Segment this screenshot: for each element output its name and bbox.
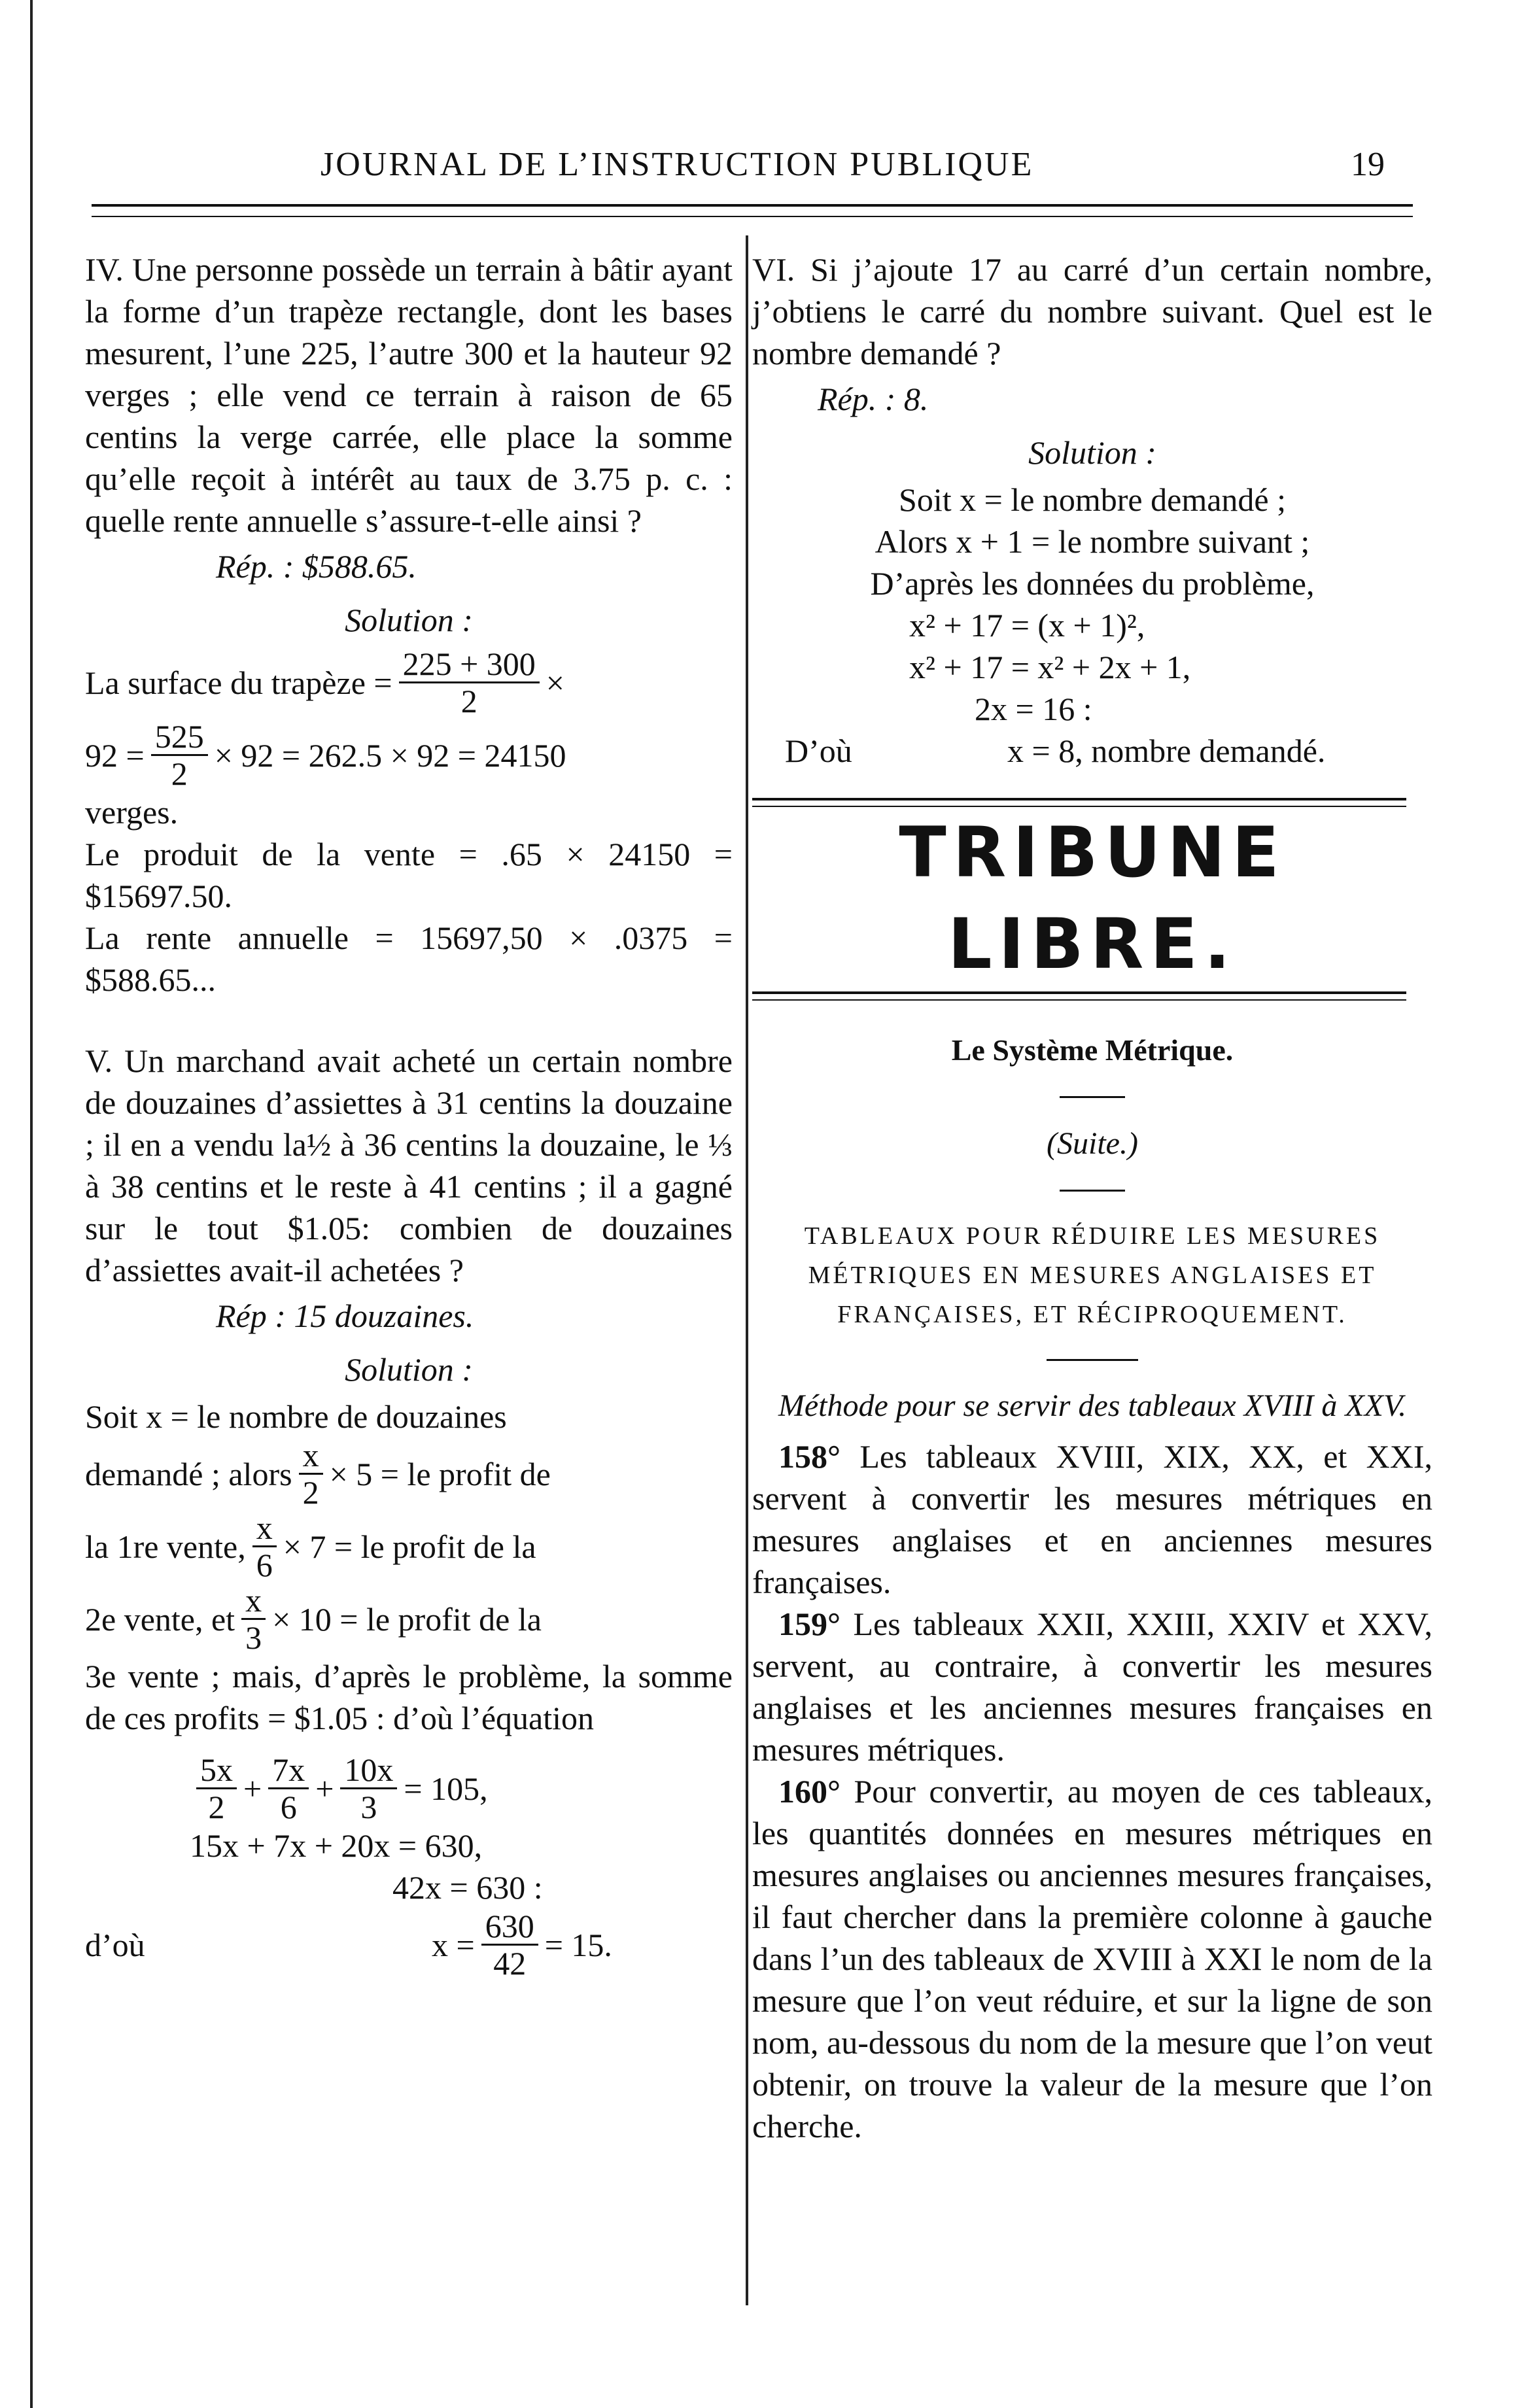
denominator: 2 bbox=[302, 1474, 319, 1511]
section-banner: TRIBUNE LIBRE. bbox=[899, 812, 1286, 984]
numerator: 225 + 300 bbox=[399, 646, 540, 683]
paragraph-text: Pour convertir, au moyen de ces tableaux, les quantités données en mesures métriques en mesures anglaises ou anciennes mesures françaises, il faut chercher dans la première colonne à gauche dans l’un des tableaux de XVIII à XXI le nom de la mesure que l’on veut réduire, et sur la ligne de son nom, au-dessous du nom de la mesure que l’on veut obtenir, on trouve la valeur de la mesure que l’on cherche. bbox=[752, 1773, 1432, 2144]
text: D’où bbox=[785, 732, 852, 769]
denominator: 42 bbox=[493, 1945, 527, 1982]
denominator: 6 bbox=[280, 1789, 297, 1825]
paragraph-number: 160° bbox=[778, 1773, 841, 1810]
numerator: x bbox=[299, 1437, 323, 1475]
text: x = 8, nombre demandé. bbox=[1007, 732, 1326, 769]
numerator: x bbox=[241, 1583, 266, 1620]
solution-v-line-3 bbox=[85, 1510, 733, 1583]
denominator: 2 bbox=[460, 683, 477, 719]
fraction bbox=[340, 1752, 397, 1825]
denominator: 2 bbox=[171, 755, 188, 792]
equation-4 bbox=[85, 1908, 733, 1981]
solution-v-line-4 bbox=[85, 1583, 733, 1655]
page-edge-mark bbox=[30, 2328, 33, 2381]
fraction bbox=[241, 1583, 266, 1655]
solution-vi-line-2: Alors x + 1 = le nombre suivant ; bbox=[875, 523, 1310, 560]
text: la 1re vente, bbox=[85, 1528, 246, 1565]
paragraph-159 bbox=[752, 1603, 1432, 1770]
column-divider bbox=[746, 235, 748, 2305]
paragraph-158 bbox=[752, 1436, 1432, 1603]
section-rule bbox=[752, 991, 1406, 994]
plus-sign: + bbox=[315, 1770, 334, 1807]
text: × 5 = le profit de bbox=[329, 1455, 551, 1492]
journal-title: JOURNAL DE L’INSTRUCTION PUBLIQUE bbox=[321, 146, 1034, 183]
continued-note: (Suite.) bbox=[1047, 1126, 1138, 1161]
plus-sign: + bbox=[243, 1770, 262, 1807]
running-header bbox=[0, 145, 1526, 191]
paragraph-text: Les tableaux XXII, XXIII, XXIV et XXV, servent, au contraire, à convertir les mesures anglaises et les anciennes mesures françaises en mesures métriques. bbox=[752, 1606, 1433, 1768]
text: × 7 = le profit de la bbox=[283, 1528, 536, 1565]
solution-heading-v: Solution : bbox=[345, 1351, 473, 1388]
denominator: 3 bbox=[245, 1619, 262, 1656]
fraction bbox=[399, 646, 540, 719]
paragraph-number: 158° bbox=[778, 1438, 841, 1475]
solution-vi-line-7 bbox=[752, 730, 1432, 772]
solution-vi-line-4: x² + 17 = (x + 1)², bbox=[909, 607, 1145, 644]
fraction bbox=[252, 1510, 277, 1583]
answer-vi: Rép. : 8. bbox=[818, 381, 929, 417]
solution-v-line-2 bbox=[85, 1437, 733, 1510]
solution-vi-line-6: 2x = 16 : bbox=[975, 691, 1092, 727]
header-rule-thin bbox=[92, 216, 1413, 217]
page-edge-line bbox=[30, 0, 33, 2408]
equation-3: 42x = 630 : bbox=[392, 1869, 543, 1906]
text: 2e vente, et bbox=[85, 1600, 235, 1638]
page-number: 19 bbox=[1351, 146, 1385, 183]
text: x = bbox=[432, 1926, 475, 1963]
solution-iv-line-2 bbox=[85, 719, 733, 791]
equation-1 bbox=[85, 1752, 733, 1825]
numerator: 525 bbox=[151, 719, 208, 756]
text: La surface du trapèze = bbox=[85, 664, 392, 701]
tables-heading: TABLEAUX POUR RÉDUIRE LES MESURES MÉTRIQUES EN MESURES ANGLAISES ET FRANÇAISES, ET RÉCIPROQUEMENT. bbox=[804, 1222, 1381, 1328]
separator-dash bbox=[1060, 1190, 1125, 1192]
solution-iv-line-1 bbox=[85, 646, 733, 719]
problem-iv: IV. Une personne possède un terrain à bâtir ayant la forme d’un trapèze rectangle, dont les bases mesurent, l’une 225, l’autre 300 et la hauteur 92 verges ; elle vend ce terrain à raison de 65 centins la verge carrée, elle place la somme qu’elle reçoit à intérêt au taux de 3.75 p. c. : quelle rente annuelle s’assure-t-elle ainsi ? bbox=[85, 251, 733, 539]
fraction bbox=[151, 719, 208, 791]
numerator: x bbox=[252, 1510, 277, 1547]
section-rule-thin bbox=[752, 806, 1406, 807]
solution-iv-line-3: verges. bbox=[85, 794, 179, 831]
denominator: 6 bbox=[256, 1547, 273, 1583]
numerator: 10x bbox=[340, 1752, 397, 1789]
fraction bbox=[481, 1908, 538, 1981]
answer-iv: Rép. : $588.65. bbox=[216, 548, 417, 585]
solution-v-line-1: Soit x = le nombre de douzaines bbox=[85, 1398, 507, 1435]
solution-heading-iv: Solution : bbox=[345, 602, 473, 638]
fraction bbox=[299, 1437, 323, 1510]
numerator: 5x bbox=[196, 1752, 237, 1789]
solution-vi-line-5: x² + 17 = x² + 2x + 1, bbox=[909, 649, 1191, 685]
right-column bbox=[752, 249, 1432, 2147]
solution-heading-vi: Solution : bbox=[1028, 434, 1156, 471]
numerator: 630 bbox=[481, 1908, 538, 1946]
separator-dash bbox=[1047, 1359, 1138, 1361]
article-title: Le Système Métrique. bbox=[951, 1033, 1234, 1067]
left-column bbox=[85, 249, 733, 1981]
fraction bbox=[268, 1752, 309, 1825]
paragraph-text: Les tableaux XVIII, XIX, XX, et XXI, servent à convertir les mesures métriques en mesures anglaises et en anciennes mesures françaises. bbox=[752, 1438, 1432, 1600]
section-rule bbox=[752, 798, 1406, 800]
text: d’où bbox=[85, 1926, 145, 1963]
fraction bbox=[196, 1752, 237, 1825]
spacer bbox=[85, 1001, 733, 1040]
text: × 92 = 262.5 × 92 = 24150 bbox=[214, 736, 566, 774]
text: = 15. bbox=[544, 1926, 612, 1963]
separator-dash bbox=[1060, 1096, 1125, 1098]
problem-v: V. Un marchand avait acheté un certain nombre de douzaines d’assiettes à 31 centins la douzaine ; il en a vendu la½ à 36 centins la douzaine, le ⅓ à 38 centins et le reste à 41 centins ; il a gagné sur le tout $1.05: combien de douzaines d’assiettes avait-il achetées ? bbox=[85, 1042, 733, 1288]
problem-vi: VI. Si j’ajoute 17 au carré d’un certain nombre, j’obtiens le carré du nombre suivant. Quel est le nombre demandé ? bbox=[752, 251, 1432, 371]
text: × 10 = le profit de la bbox=[272, 1600, 542, 1638]
numerator: 7x bbox=[268, 1752, 309, 1789]
paragraph-160 bbox=[752, 1770, 1432, 2147]
text: = 105, bbox=[404, 1770, 488, 1807]
equation-2: 15x + 7x + 20x = 630, bbox=[190, 1827, 483, 1864]
denominator: 3 bbox=[360, 1789, 377, 1825]
solution-iv-line-5: La rente annuelle = 15697,50 × .0375 = $588.65... bbox=[85, 920, 733, 998]
header-rule bbox=[92, 204, 1413, 207]
solution-vi-line-3: D’après les données du problème, bbox=[870, 565, 1315, 602]
solution-v-line-5: 3e vente ; mais, d’après le problème, la somme de ces profits = $1.05 : d’où l’équation bbox=[85, 1658, 733, 1736]
text: × bbox=[546, 664, 564, 701]
answer-v: Rép : 15 douzaines. bbox=[216, 1298, 474, 1334]
solution-vi-line-1: Soit x = le nombre demandé ; bbox=[899, 481, 1286, 518]
text: demandé ; alors bbox=[85, 1455, 292, 1492]
section-rule-thin bbox=[752, 999, 1406, 1001]
text: 92 = bbox=[85, 736, 145, 774]
method-heading: Méthode pour se servir des tableaux XVIII à XXV. bbox=[778, 1388, 1407, 1423]
denominator: 2 bbox=[208, 1789, 225, 1825]
solution-iv-line-4: Le produit de la vente = .65 × 24150 = $15697.50. bbox=[85, 836, 733, 914]
paragraph-number: 159° bbox=[778, 1606, 841, 1642]
